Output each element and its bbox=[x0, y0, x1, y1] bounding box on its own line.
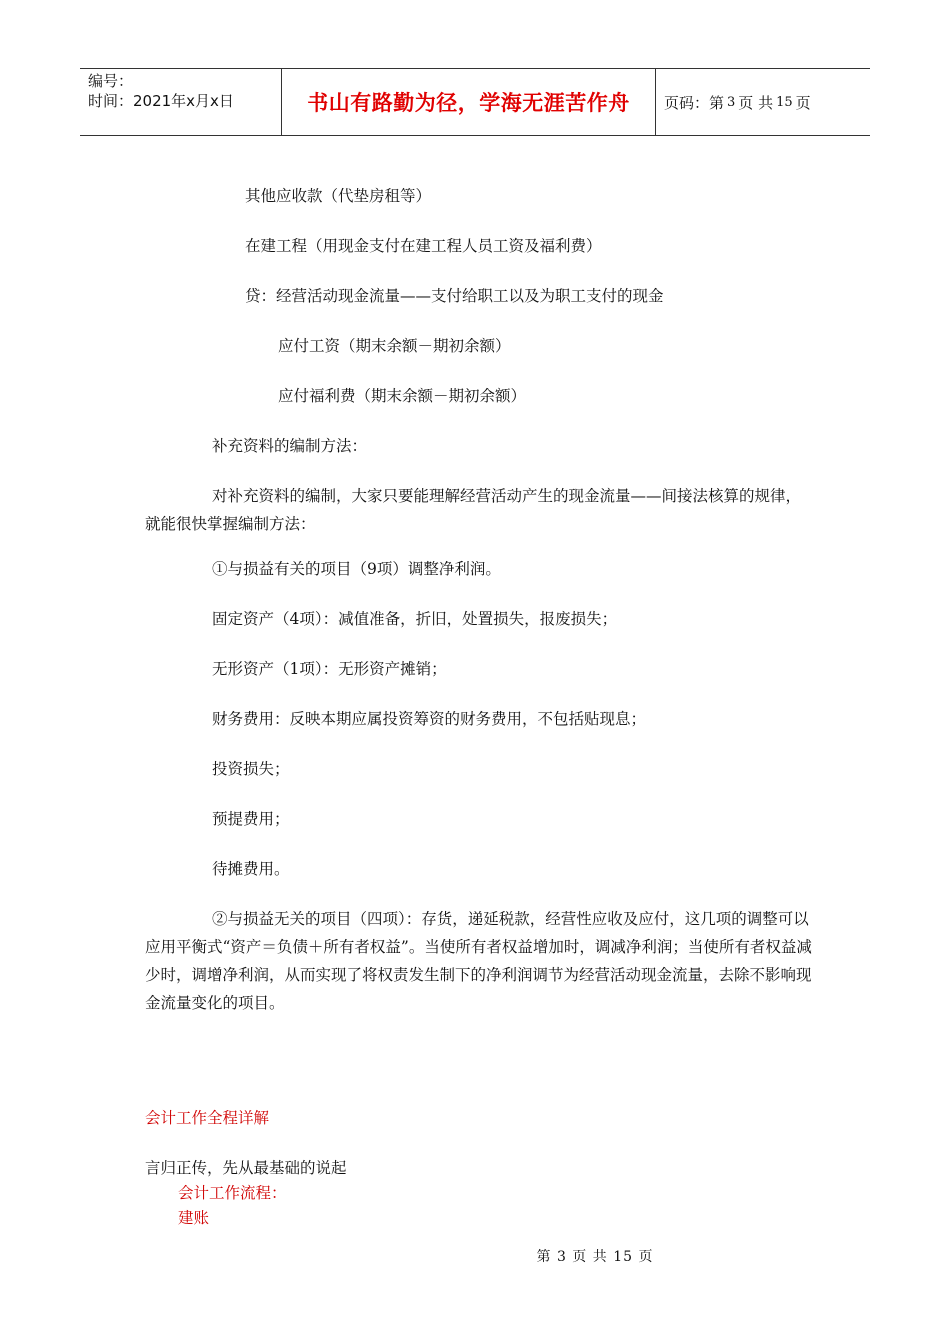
page-footer: 第 3 页 共 15 页 bbox=[536, 1249, 654, 1265]
section-heading: 补充资料的编制方法： bbox=[212, 437, 368, 455]
text-line: 建账 bbox=[178, 1209, 210, 1227]
text-line: 言归正传，先从最基础的说起 bbox=[145, 1159, 347, 1177]
text-line: 其他应收款（代垫房租等） bbox=[245, 187, 432, 205]
header-meta-cell bbox=[80, 69, 282, 135]
text-line: 待摊费用。 bbox=[212, 860, 290, 878]
page-current: 3 bbox=[727, 94, 736, 110]
page-mid: 页 共 bbox=[738, 93, 774, 112]
text-line: 会计工作流程： bbox=[178, 1184, 287, 1202]
page-label: 页码：第 bbox=[664, 93, 725, 112]
text-line: 贷：经营活动现金流量——支付给职工以及为职工支付的现金 bbox=[245, 287, 664, 305]
document-number-label: 编号： bbox=[88, 72, 134, 90]
page-header bbox=[80, 68, 870, 136]
text-line: 应付福利费（期末余额－期初余额） bbox=[278, 387, 527, 405]
header-page-cell bbox=[656, 69, 870, 135]
text-line: 财务费用：反映本期应属投资筹资的财务费用，不包括贴现息； bbox=[212, 710, 647, 728]
text-line: 投资损失； bbox=[212, 760, 290, 778]
text-line: 无形资产（1项）：无形资产摊销； bbox=[212, 660, 447, 678]
header-motto: 书山有路勤为径，学海无涯苦作舟 bbox=[307, 91, 630, 115]
paragraph: ②与损益无关的项目（四项）：存货，递延税款，经营性应收及应付，这几项的调整可以应用平衡式“资产＝负债＋所有者权益”。当使所有者权益增加时，调减净利润；当使所有者权益减少时，调增净利润，从而实现了将权责发生制下的净利润调节为经营活动现金流量，去除不影响现金流量变化的项目。 bbox=[145, 910, 812, 1012]
text-line: 应付工资（期末余额－期初余额） bbox=[278, 337, 511, 355]
page-end: 页 bbox=[795, 93, 811, 112]
text-line: 在建工程（用现金支付在建工程人员工资及福利费） bbox=[245, 237, 602, 255]
header-motto-cell bbox=[282, 69, 656, 135]
text-line: ①与损益有关的项目（9项）调整净利润。 bbox=[212, 560, 501, 578]
page-total: 15 bbox=[776, 94, 793, 110]
section-title: 会计工作全程详解 bbox=[145, 1109, 270, 1127]
paragraph: 对补充资料的编制，大家只要能理解经营活动产生的现金流量——间接法核算的规律，就能很快掌握编制方法： bbox=[145, 487, 802, 533]
text-line: 固定资产（4项）：减值准备，折旧，处置损失，报废损失； bbox=[212, 610, 618, 628]
text-line: 预提费用； bbox=[212, 810, 290, 828]
document-date: 时间：2021年x月x日 bbox=[88, 92, 234, 110]
